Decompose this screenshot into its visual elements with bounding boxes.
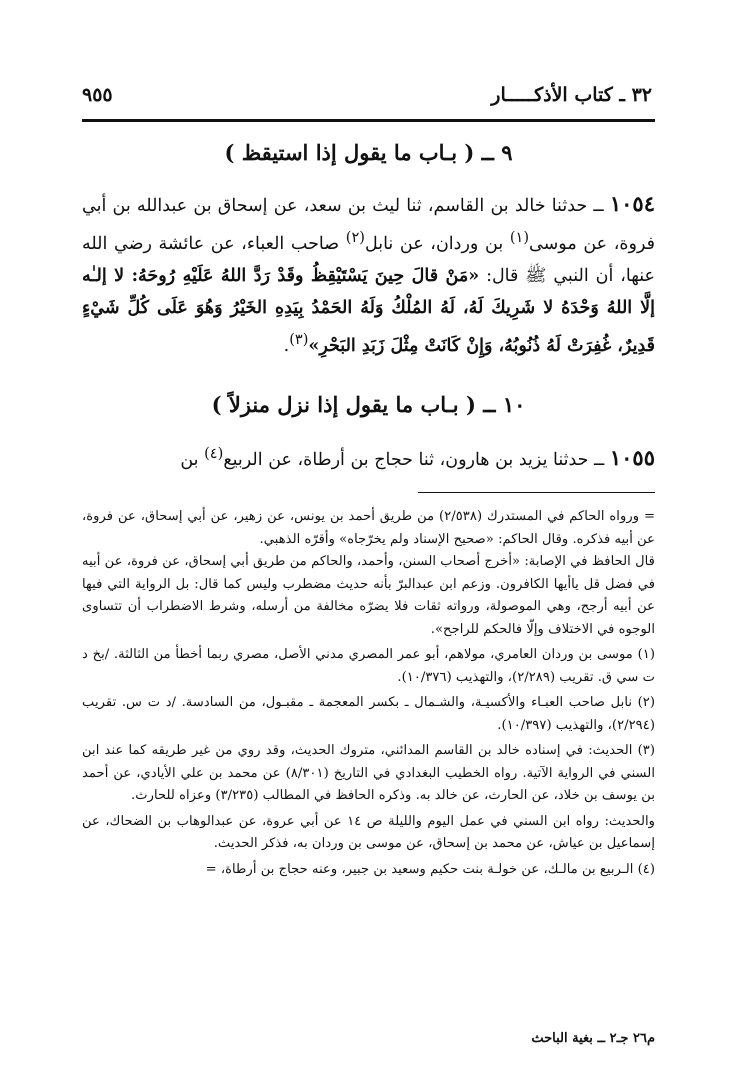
footnotes bbox=[82, 506, 655, 881]
section-heading-10: ١٠ ــ ( بـاب ما يقول إذا نزل منزلاً ) bbox=[211, 392, 526, 417]
footnote-continuation: قال الحافظ في الإصابة: «أخرج أصحاب السنن، وأحمد، والحاكم من طريق أبي إسحاق، عن فروة، عن أبيه في فضل قل ياأيها الكافرون. وزعم ابن عبدالبرّ بأنه حديث مضطرب وليس كما قال: بل الرواية التي فيها عن أبيه أرجح، وهي الموصولة، ورواته ثقات فلا يضرّه مخالفة من أرسله، وشرط الاضطراب أن تتساوى الوجوه في الاختلاف وإلّا فالحكم للراجح». bbox=[82, 554, 655, 637]
header-rule bbox=[82, 119, 655, 122]
running-header bbox=[82, 84, 652, 114]
footnote-4: (٤) الـربيع بن مالـك، عن خولـة بنت حكيم وسعيد بن جبير، وعنه حجاج بن أرطاة، = bbox=[205, 861, 655, 877]
footnote-separator bbox=[418, 492, 655, 493]
footnote-2: (٢) نابل صاحب العبـاء والأكسيـة، والشـمال ـ بكسر المعجمة ـ مقبـول، من السادسة. /د ت س. تقريب (٢/٢٩٤)، والتهذيب (١٠/٣٩٧). bbox=[82, 695, 655, 733]
hadith-number: ١٠٥٤ bbox=[609, 191, 655, 216]
footnote-1: (١) موسى بن وردان العامري، مولاهم، أبو عمر المصري مدني الأصل، مصري ربما أخطأ من الثالثة. /بخ د ت سي ق. تقريب (٢/٢٨٩)، والتهذيب (١٠/٣٧٦). bbox=[82, 647, 655, 685]
footnote-continuation: = ورواه الحاكم في المستدرك (٢/٥٣٨) من طريق أحمد بن يونس، عن زهير، عن أبي إسحاق، عن فروة، عن أبيه فذكره. وقال الحاكم: «صحيح الإسناد ولم يخرّجاه» وأقرّه الذهبي. bbox=[82, 509, 655, 547]
hadith-end: . bbox=[283, 335, 290, 356]
hadith-isnad-part: صاحب العباء، عن عائشة رضي الله عنها، أن النبي ﷺ قال: bbox=[82, 233, 655, 286]
hadith-1055 bbox=[82, 438, 655, 476]
footnote-3: (٣) الحديث: في إسناده خالد بن القاسم المدائني، متروك الحديث، وقد روي من غير طريقه كما عند ابن السني في الرواية الآتية. رواه الخطيب البغدادي في التاريخ (٨/٣٠١) عن محمد بن علي الأيادي، عن أحمد بن يوسف بن خلاد، عن الحارث، عن خالد به. وذكره الحافظ في المطالب (٣/٢٣٥) وعزاه للحارث. bbox=[82, 743, 655, 803]
signature-mark: م٢٦ جـ٢ ــ بغية الباحث bbox=[531, 1031, 655, 1046]
footnote-ref: (٢) bbox=[345, 229, 365, 246]
hadith-number: ١٠٥٥ bbox=[609, 444, 655, 470]
footnote-ref: (٣) bbox=[289, 330, 309, 348]
hadith-isnad-part: بن وردان، عن نابل bbox=[364, 233, 510, 254]
page-number: ٩٥٥ bbox=[82, 84, 113, 106]
hadith-isnad-part: ــ حدثنا يزيد بن هارون، ثنا حجاج بن أرطاة، عن الربيع bbox=[223, 449, 610, 470]
hadith-isnad-part: ــ حدثنا خالد بن القاسم، ثنا ليث بن سعد، عن إسحاق بن عبدالله بن أبي فروة، عن موسى bbox=[82, 196, 655, 254]
chapter-title: ٣٢ ـ كتاب الأذكـــــار bbox=[491, 84, 652, 106]
section-heading-9: ٩ ــ ( بـاب ما يقول إذا استيقظ ) bbox=[224, 140, 513, 165]
hadith-1054 bbox=[82, 188, 655, 362]
hadith-matn: «مَنْ قالَ حِينَ يَسْتَيْقِظُ وقَدْ رَدَّ اللهُ عَلَيْهِ رُوحَهُ: لا إلـٰه إلَّا اللهُ وَحْدَهُ لا شَرِيكَ لَهُ، لَهُ المُلْكُ وَلَهُ الحَمْدُ بِيَدِهِ الخَيْرُ وَهُوَ عَلَى كُلِّ شَيْءٍ قَدِيرٌ، غُفِرَتْ لَهُ ذُنُوبُهُ، وَإِنْ كَانَتْ مِثْلَ زَبَدِ البَحْرِ» bbox=[82, 265, 655, 356]
footnote-3-continued: والحديث: رواه ابن السني في عمل اليوم والليلة ص ١٤ عن أبي عروة، عن عبدالوهاب بن الضحاك، عن إسماعيل بن عياش، عن محمد بن إسحاق، عن موسى بن وردان به، فذكر الحديث. bbox=[82, 813, 655, 851]
footnote-ref: (١) bbox=[509, 229, 530, 246]
hadith-isnad-part: بن bbox=[180, 449, 205, 470]
footnote-ref: (٤) bbox=[204, 445, 224, 462]
